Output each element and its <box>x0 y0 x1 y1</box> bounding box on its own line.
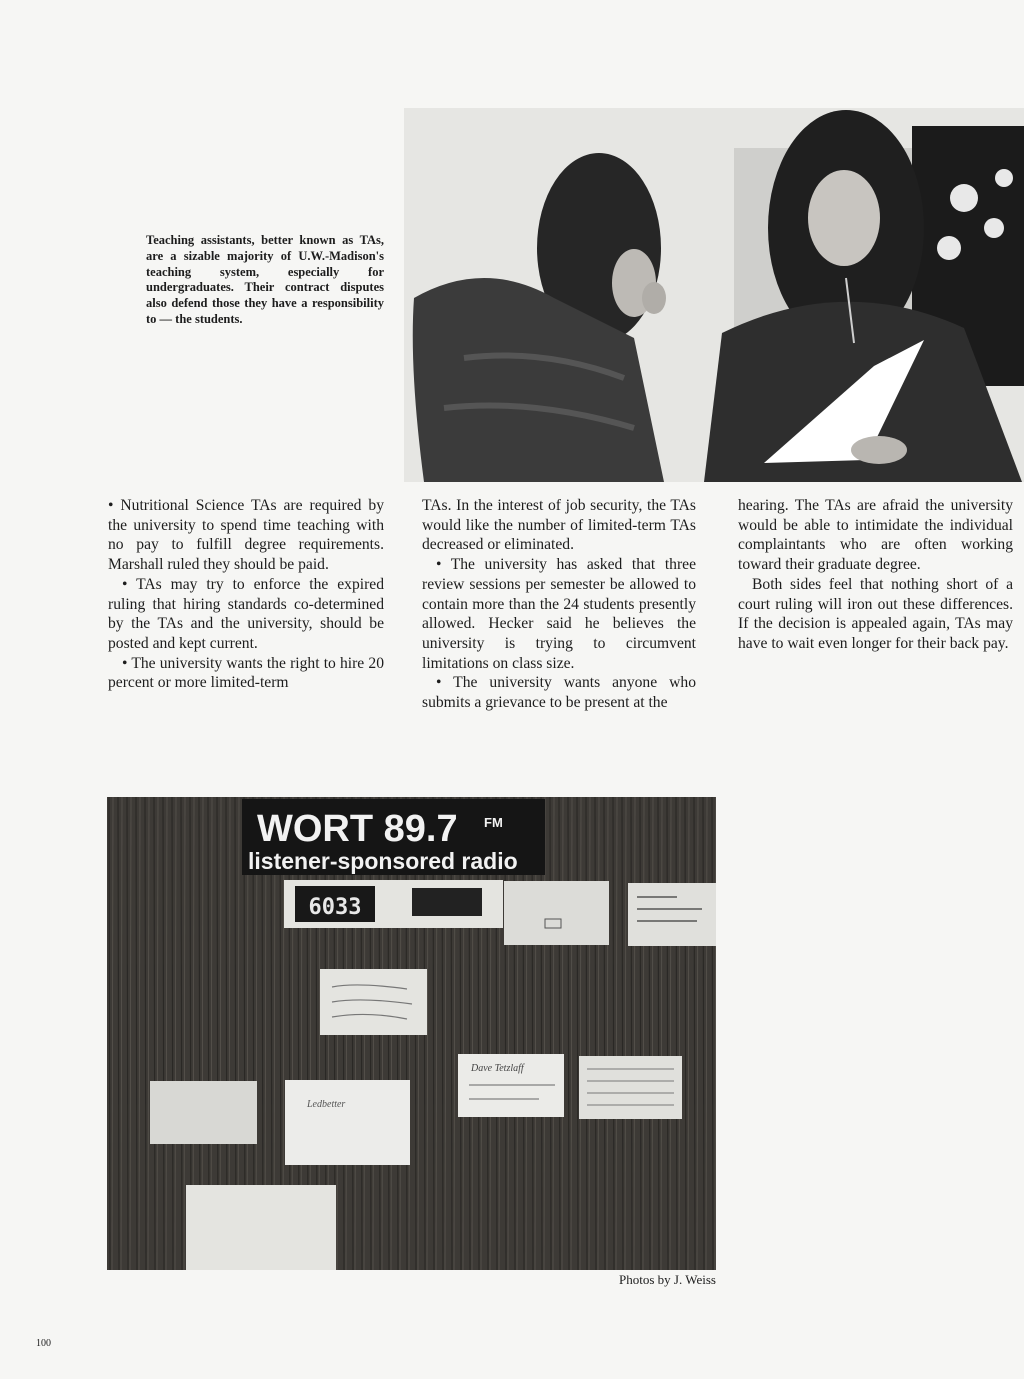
article-column-2 <box>422 496 696 713</box>
photo-credit: Photos by J. Weiss <box>619 1272 716 1287</box>
article-paragraph: TAs. In the interest of job security, the TAs would like the number of limited-term TAs decreased or eliminated. <box>422 497 696 554</box>
photo-office-door <box>107 797 716 1270</box>
article-column-3 <box>738 496 1013 654</box>
sign-fm: FM <box>484 815 503 830</box>
notice-schedule <box>504 881 609 945</box>
note-card-bottom <box>186 1185 336 1270</box>
note-card-center <box>285 1080 410 1165</box>
notice-roster <box>579 1056 682 1119</box>
article-paragraph: hearing. The TAs are afraid the university would be able to intimidate the individual complaintants who are often working toward their graduate degree. <box>738 497 1013 574</box>
sign-tagline: listener-sponsored radio <box>248 848 518 874</box>
photo-teaching-assistants-image <box>404 108 1024 482</box>
article-column-1 <box>108 496 384 693</box>
page-number: 100 <box>36 1338 51 1349</box>
room-number: 6033 <box>308 895 362 920</box>
photo-caption: Teaching assistants, better known as TAs, are a sizable majority of U.W.-Madison's teaching system, especially for undergraduates. Their contract disputes also defend those they have a responsibility to — the students. <box>146 233 384 326</box>
note-handwritten <box>320 969 427 1035</box>
article-paragraph: • TAs may try to enforce the expired ruling that hiring standards co-determined by the TAs and the university, should be posted and kept current. <box>108 575 384 652</box>
article-paragraph: • The university has asked that three review sessions per semester be allowed to contain more than the 24 students presently allowed. Hecker said he believes the university is trying to circumvent limitations on class size. <box>422 556 696 672</box>
article-paragraph: Both sides feel that nothing short of a court ruling will iron out these differences. If the decision is appealed again, TAs may have to wait even longer for their back pay. <box>738 575 1013 652</box>
photo-office-door-image <box>107 797 716 1270</box>
note-card-left <box>150 1081 257 1144</box>
article-paragraph: • Nutritional Science TAs are required by the university to spend time teaching with no pay to fulfill degree requirements. Marshall ruled they should be paid. <box>108 497 384 574</box>
note-card-name: Ledbetter <box>307 1099 346 1110</box>
note-name: Dave Tetzlaff <box>471 1063 524 1074</box>
article-paragraph: • The university wants anyone who submits a grievance to be present at the <box>422 674 696 712</box>
sign-station: WORT 89.7 <box>257 808 458 850</box>
photo-teaching-assistants <box>404 108 1024 482</box>
article-paragraph: • The university wants the right to hire 20 percent or more limited-term <box>108 654 384 692</box>
notice-office-hours <box>628 883 716 946</box>
